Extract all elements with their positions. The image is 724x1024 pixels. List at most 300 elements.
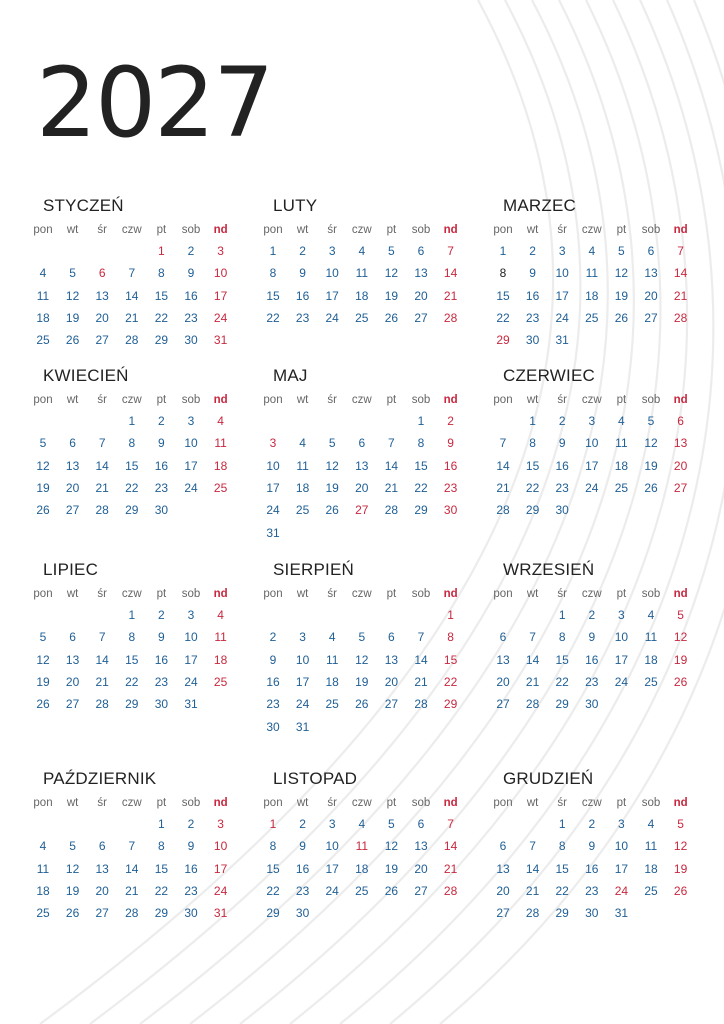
day-cell: 6 (98, 839, 106, 854)
day-cell: 11 (644, 839, 658, 854)
day-cell: 4 (358, 244, 366, 258)
day-cell: 19 (36, 674, 50, 689)
day-cell: 23 (295, 883, 310, 898)
day-cell: 29 (266, 906, 280, 921)
day-cell: 3 (328, 244, 336, 258)
day-cell: 12 (673, 839, 688, 854)
day-cell: 22 (555, 674, 569, 689)
day-cell: 10 (213, 839, 228, 854)
day-cell: 26 (65, 333, 80, 348)
day-cell: 30 (585, 697, 599, 712)
day-cell: 14 (443, 266, 458, 281)
day-cell: 14 (384, 458, 399, 473)
day-cell: 3 (187, 608, 195, 622)
day-cell: 8 (158, 266, 165, 281)
day-cell: 27 (384, 697, 399, 712)
day-cell: 28 (414, 697, 428, 712)
day-cell: 14 (125, 861, 139, 876)
weekday-header: wt (526, 588, 539, 600)
day-cell: 4 (39, 839, 47, 854)
day-cell: 31 (213, 906, 228, 921)
day-cell: 11 (36, 288, 50, 303)
day-cell: 1 (128, 414, 136, 428)
day-cell: 11 (585, 266, 599, 281)
weekday-header: czw (351, 394, 372, 406)
day-cell: 29 (154, 906, 169, 921)
day-cell: 9 (588, 839, 596, 854)
day-cell: 3 (187, 414, 195, 428)
day-cell: 16 (443, 458, 458, 473)
day-cell: 10 (325, 266, 339, 281)
day-cell: 14 (95, 458, 109, 473)
day-cell: 7 (98, 630, 106, 645)
day-cell: 22 (443, 674, 458, 689)
day-cell: 7 (128, 839, 136, 854)
day-cell: 2 (299, 244, 306, 258)
day-cell: 1 (269, 817, 277, 831)
weekday-header: pon (493, 224, 513, 236)
day-cell: 19 (673, 652, 688, 667)
day-cell: 19 (36, 480, 50, 495)
weekday-header: pt (386, 394, 397, 406)
weekday-header: wt (296, 588, 309, 600)
day-cell: 25 (36, 906, 50, 921)
day-cell: 9 (158, 436, 165, 451)
day-cell: 1 (529, 414, 536, 428)
day-cell: 1 (158, 817, 165, 831)
weekday-header: śr (97, 797, 107, 809)
day-cell: 5 (677, 817, 684, 831)
day-cell: 17 (325, 861, 339, 876)
day-cell: 11 (355, 839, 369, 854)
day-cell: 30 (184, 906, 198, 921)
weekday-header: wt (66, 588, 79, 600)
day-cell: 1 (447, 608, 454, 622)
weekday-header: nd (213, 588, 228, 600)
day-cell: 10 (325, 839, 339, 854)
weekday-header: sob (411, 394, 431, 406)
day-cell: 4 (358, 817, 366, 831)
day-cell: 23 (154, 674, 169, 689)
day-cell: 23 (154, 480, 169, 495)
day-cell: 30 (525, 333, 540, 348)
day-cell: 23 (585, 883, 599, 898)
weekday-header: nd (443, 588, 458, 600)
day-cell: 15 (266, 288, 280, 303)
day-cell: 11 (644, 630, 658, 645)
weekday-header: sob (641, 588, 661, 600)
day-cell: 13 (95, 288, 109, 303)
day-cell: 25 (295, 503, 310, 518)
day-cell: 8 (529, 436, 536, 451)
day-cell: 21 (95, 480, 109, 495)
month-name: LIPIEC (43, 560, 99, 579)
weekday-header: sob (181, 224, 201, 236)
day-cell: 15 (125, 652, 139, 667)
day-cell: 16 (266, 674, 280, 689)
day-cell: 5 (69, 839, 76, 854)
weekday-header: pon (263, 394, 283, 406)
day-cell: 20 (496, 883, 510, 898)
weekday-header: wt (296, 224, 309, 236)
day-cell: 5 (388, 244, 395, 258)
day-cell: 18 (325, 674, 339, 689)
weekday-header: śr (557, 224, 567, 236)
day-cell: 15 (443, 652, 458, 667)
day-cell: 6 (417, 817, 425, 831)
day-cell: 3 (588, 414, 596, 428)
day-cell: 13 (644, 266, 658, 281)
day-cell: 1 (558, 608, 566, 622)
day-cell: 3 (217, 244, 224, 258)
day-cell: 10 (266, 458, 280, 473)
day-cell: 8 (499, 266, 507, 281)
day-cell: 19 (65, 883, 80, 898)
day-cell: 28 (443, 310, 458, 325)
day-cell: 30 (184, 333, 198, 348)
day-cell: 9 (588, 630, 596, 645)
day-cell: 29 (125, 697, 139, 712)
day-cell: 27 (644, 310, 658, 325)
day-cell: 1 (499, 244, 507, 258)
day-cell: 22 (525, 480, 540, 495)
day-cell: 28 (525, 697, 540, 712)
day-cell: 4 (39, 266, 47, 281)
weekday-header: pon (263, 797, 283, 809)
weekday-header: pon (33, 797, 53, 809)
day-cell: 30 (585, 906, 599, 921)
day-cell: 19 (644, 458, 658, 473)
day-cell: 31 (614, 906, 629, 921)
day-cell: 11 (615, 436, 628, 451)
day-cell: 14 (414, 652, 428, 667)
day-cell: 24 (184, 480, 198, 495)
day-cell: 7 (447, 817, 454, 831)
weekday-header: czw (581, 588, 602, 600)
weekday-header: wt (526, 797, 539, 809)
weekday-header: wt (526, 224, 539, 236)
day-cell: 19 (325, 480, 339, 495)
weekday-header: pon (33, 224, 53, 236)
day-cell: 23 (295, 310, 310, 325)
day-cell: 25 (325, 697, 339, 712)
day-cell: 7 (128, 266, 136, 281)
day-cell: 28 (95, 503, 109, 518)
day-cell: 27 (673, 480, 688, 495)
weekday-header: nd (443, 224, 458, 236)
weekday-header: sob (411, 588, 431, 600)
day-cell: 10 (295, 652, 310, 667)
weekday-header: nd (443, 394, 458, 406)
weekday-header: czw (351, 224, 372, 236)
day-cell: 8 (269, 839, 277, 854)
weekday-header: pt (386, 224, 397, 236)
weekday-header: wt (66, 224, 79, 236)
day-cell: 14 (525, 861, 540, 876)
day-cell: 20 (644, 288, 658, 303)
day-cell: 3 (269, 436, 277, 451)
day-cell: 5 (618, 244, 625, 258)
day-cell: 11 (214, 436, 227, 451)
day-cell: 26 (325, 503, 339, 518)
day-cell: 12 (65, 861, 80, 876)
day-cell: 8 (558, 630, 566, 645)
day-cell: 11 (325, 652, 339, 667)
weekday-header: wt (296, 394, 309, 406)
day-cell: 2 (558, 414, 566, 428)
day-cell: 22 (125, 480, 139, 495)
day-cell: 18 (355, 288, 369, 303)
day-cell: 18 (213, 458, 228, 473)
weekday-header: sob (641, 224, 661, 236)
day-cell: 17 (184, 652, 198, 667)
day-cell: 18 (36, 883, 50, 898)
day-cell: 5 (647, 414, 655, 428)
weekday-header: czw (581, 224, 602, 236)
month-name: LISTOPAD (273, 769, 358, 788)
day-cell: 22 (266, 310, 280, 325)
day-cell: 15 (154, 288, 169, 303)
day-cell: 10 (585, 436, 599, 451)
month-name: PAŹDZIERNIK (43, 769, 157, 788)
day-cell: 13 (355, 458, 369, 473)
day-cell: 6 (98, 266, 106, 281)
day-cell: 21 (443, 861, 458, 876)
day-cell: 8 (128, 436, 136, 451)
day-cell: 4 (647, 608, 655, 622)
day-cell: 3 (217, 817, 224, 831)
weekday-header: wt (66, 797, 79, 809)
day-cell: 12 (384, 266, 399, 281)
day-cell: 31 (295, 719, 310, 734)
day-cell: 3 (558, 244, 566, 258)
day-cell: 2 (588, 817, 596, 831)
day-cell: 12 (673, 630, 688, 645)
day-cell: 25 (213, 674, 228, 689)
weekday-header: śr (557, 588, 567, 600)
day-cell: 30 (295, 906, 310, 921)
day-cell: 18 (213, 652, 228, 667)
weekday-header: śr (557, 394, 567, 406)
day-cell: 5 (328, 436, 336, 451)
day-cell: 12 (325, 458, 339, 473)
day-cell: 29 (125, 503, 139, 518)
day-cell: 18 (295, 480, 310, 495)
day-cell: 19 (355, 674, 369, 689)
day-cell: 8 (128, 630, 136, 645)
day-cell: 21 (414, 674, 428, 689)
day-cell: 20 (355, 480, 369, 495)
day-cell: 25 (355, 310, 369, 325)
day-cell: 12 (644, 436, 658, 451)
day-cell: 17 (184, 458, 198, 473)
weekday-header: pt (616, 224, 627, 236)
weekday-header: pt (156, 588, 167, 600)
day-cell: 23 (555, 480, 569, 495)
day-cell: 6 (69, 630, 76, 645)
day-cell: 27 (95, 906, 109, 921)
day-cell: 2 (187, 817, 195, 831)
day-cell: 27 (355, 503, 369, 518)
day-cell: 26 (673, 883, 688, 898)
day-cell: 2 (187, 244, 195, 258)
day-cell: 13 (414, 839, 428, 854)
weekday-header: nd (673, 797, 688, 809)
day-cell: 4 (328, 630, 336, 645)
day-cell: 20 (496, 674, 510, 689)
day-cell: 24 (325, 310, 339, 325)
day-cell: 2 (299, 817, 306, 831)
day-cell: 7 (388, 436, 395, 451)
day-cell: 28 (496, 503, 510, 518)
day-cell: 8 (269, 266, 277, 281)
day-cell: 16 (295, 861, 310, 876)
day-cell: 3 (328, 817, 336, 831)
day-cell: 31 (184, 697, 198, 712)
day-cell: 31 (555, 333, 569, 348)
day-cell: 27 (414, 883, 428, 898)
day-cell: 18 (36, 310, 50, 325)
day-cell: 9 (558, 436, 566, 451)
day-cell: 8 (447, 630, 454, 645)
day-cell: 25 (585, 310, 599, 325)
day-cell: 8 (158, 839, 165, 854)
day-cell: 5 (388, 817, 395, 831)
day-cell: 21 (125, 883, 139, 898)
weekday-header: pon (33, 588, 53, 600)
day-cell: 15 (154, 861, 169, 876)
weekday-header: pt (616, 588, 627, 600)
day-cell: 27 (496, 906, 510, 921)
day-cell: 17 (555, 288, 569, 303)
month-name: STYCZEŃ (43, 196, 124, 215)
day-cell: 20 (414, 288, 428, 303)
day-cell: 17 (325, 288, 339, 303)
day-cell: 15 (496, 288, 510, 303)
day-cell: 20 (673, 458, 688, 473)
day-cell: 18 (644, 861, 658, 876)
weekday-header: pon (493, 797, 513, 809)
day-cell: 20 (384, 674, 399, 689)
day-cell: 9 (299, 839, 306, 854)
day-cell: 14 (496, 458, 510, 473)
weekday-header: pt (616, 797, 627, 809)
day-cell: 12 (65, 288, 80, 303)
weekday-header: nd (213, 394, 228, 406)
day-cell: 9 (187, 839, 195, 854)
day-cell: 17 (266, 480, 280, 495)
day-cell: 28 (673, 310, 688, 325)
day-cell: 22 (496, 310, 510, 325)
weekday-header: nd (443, 797, 458, 809)
day-cell: 11 (36, 861, 50, 876)
day-cell: 13 (496, 652, 510, 667)
day-cell: 10 (184, 630, 198, 645)
day-cell: 28 (125, 333, 139, 348)
weekday-header: pon (493, 394, 513, 406)
weekday-header: śr (557, 797, 567, 809)
weekday-header: czw (581, 797, 602, 809)
day-cell: 16 (585, 652, 599, 667)
day-cell: 7 (677, 244, 684, 258)
day-cell: 26 (673, 674, 688, 689)
day-cell: 27 (496, 697, 510, 712)
weekday-header: pon (263, 588, 283, 600)
day-cell: 23 (443, 480, 458, 495)
weekday-header: śr (97, 588, 107, 600)
weekday-header: nd (673, 224, 688, 236)
day-cell: 26 (384, 310, 399, 325)
day-cell: 20 (95, 883, 109, 898)
weekday-header: czw (351, 588, 372, 600)
day-cell: 24 (325, 883, 339, 898)
day-cell: 18 (585, 288, 599, 303)
day-cell: 9 (529, 266, 536, 281)
day-cell: 1 (128, 608, 136, 622)
day-cell: 23 (585, 674, 599, 689)
day-cell: 1 (158, 244, 165, 258)
weekday-header: sob (181, 797, 201, 809)
day-cell: 4 (588, 244, 596, 258)
day-cell: 27 (65, 697, 80, 712)
day-cell: 26 (36, 697, 50, 712)
day-cell: 19 (65, 310, 80, 325)
day-cell: 21 (384, 480, 399, 495)
day-cell: 12 (614, 266, 629, 281)
weekday-header: sob (641, 797, 661, 809)
day-cell: 11 (296, 458, 309, 473)
day-cell: 12 (384, 839, 399, 854)
day-cell: 29 (555, 697, 569, 712)
day-cell: 2 (588, 608, 596, 622)
weekday-header: sob (411, 797, 431, 809)
weekday-header: pt (386, 588, 397, 600)
weekday-header: śr (327, 224, 337, 236)
day-cell: 25 (355, 883, 369, 898)
weekday-header: sob (181, 394, 201, 406)
weekday-header: wt (526, 394, 539, 406)
day-cell: 31 (266, 525, 280, 540)
weekday-header: pt (156, 224, 167, 236)
weekday-header: pon (263, 224, 283, 236)
weekday-header: wt (296, 797, 309, 809)
day-cell: 26 (614, 310, 629, 325)
day-cell: 8 (417, 436, 425, 451)
month-name: SIERPIEŃ (273, 560, 354, 579)
day-cell: 26 (355, 697, 369, 712)
day-cell: 23 (184, 883, 198, 898)
day-cell: 24 (614, 674, 629, 689)
day-cell: 6 (677, 414, 684, 428)
day-cell: 5 (677, 608, 684, 622)
day-cell: 21 (95, 674, 109, 689)
weekday-header: śr (97, 224, 107, 236)
day-cell: 17 (213, 861, 228, 876)
day-cell: 30 (154, 503, 169, 518)
weekday-header: nd (213, 224, 228, 236)
day-cell: 9 (299, 266, 306, 281)
day-cell: 15 (266, 861, 280, 876)
day-cell: 17 (585, 458, 599, 473)
weekday-header: sob (411, 224, 431, 236)
day-cell: 22 (555, 883, 569, 898)
day-cell: 27 (65, 503, 80, 518)
day-cell: 8 (558, 839, 566, 854)
day-cell: 3 (618, 817, 625, 831)
weekday-header: pon (33, 394, 53, 406)
day-cell: 7 (417, 630, 425, 645)
day-cell: 24 (585, 480, 599, 495)
